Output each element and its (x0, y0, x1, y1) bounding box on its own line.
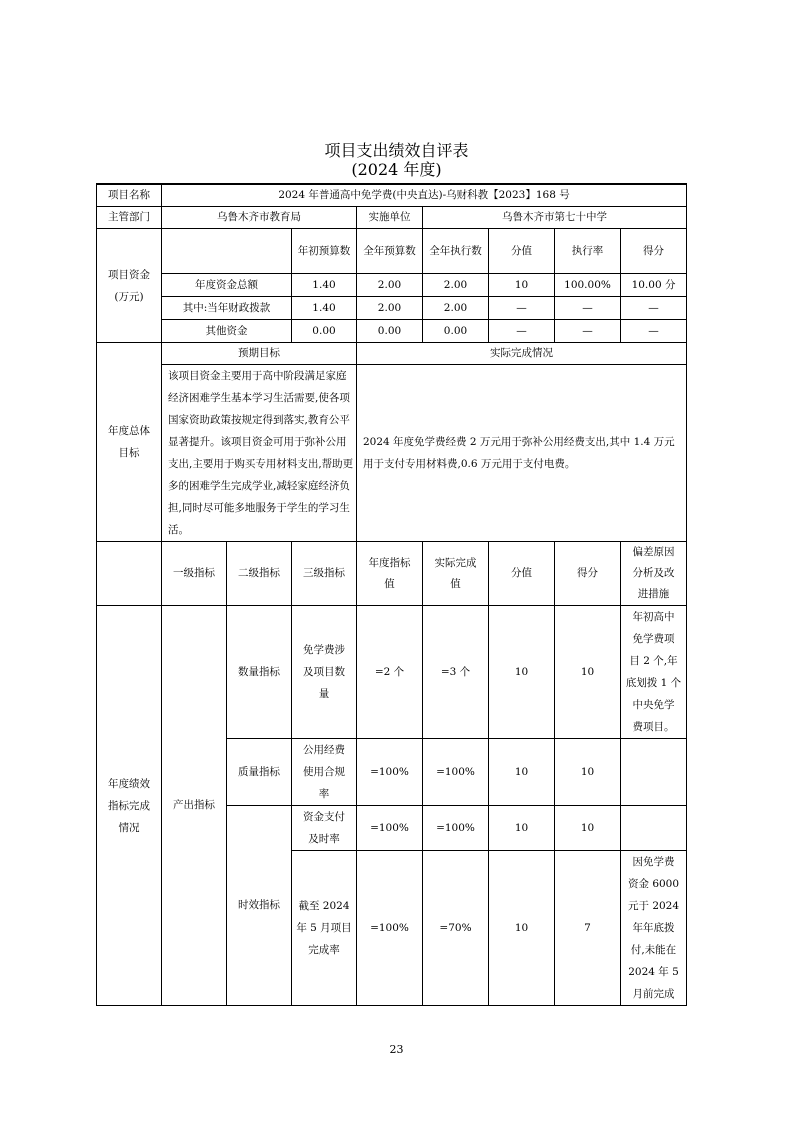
indicator-header-level3: 三级指标 (292, 542, 357, 606)
indicator-level2-quality: 质量指标 (227, 739, 292, 806)
funds-cell: 2.00 (357, 274, 423, 297)
indicator-header-level1: 一级指标 (162, 542, 227, 606)
indicator-name: 免学费涉 及项目数 量 (292, 606, 357, 739)
evaluation-table (96, 183, 687, 1006)
indicator-score: 10 (555, 806, 621, 851)
funds-cell: — (489, 320, 555, 343)
goals-header-row (97, 343, 687, 365)
goals-content-row (97, 365, 687, 542)
indicator-actual: =100% (423, 739, 489, 806)
indicator-note (621, 739, 687, 806)
funds-row-name: 年度资金总额 (162, 274, 292, 297)
unit-value: 乌鲁木齐市第七十中学 (423, 207, 687, 229)
page-title: 项目支出绩效自评表 (324, 141, 469, 160)
funds-cell: 0.00 (292, 320, 357, 343)
project-name-row (97, 184, 687, 207)
indicator-target: =100% (357, 806, 423, 851)
indicator-header-score: 得分 (555, 542, 621, 606)
dept-label: 主管部门 (97, 207, 162, 229)
funds-row-other (97, 320, 687, 343)
page-subtitle: (2024 年度) (351, 160, 442, 179)
indicator-note: 因免学费 资金 6000 元于 2024 年年底拨 付,未能在 2024 年 5 月前完成 (621, 851, 687, 1006)
indicator-actual: =100% (423, 806, 489, 851)
funds-row-fiscal (97, 297, 687, 320)
indicator-name: 截至 2024 年 5 月项目 完成率 (292, 851, 357, 1006)
project-name-label: 项目名称 (97, 184, 162, 207)
indicator-section-label: 年度绩效 指标完成 情况 (97, 606, 162, 1006)
indicator-target: =100% (357, 739, 423, 806)
indicator-score: 7 (555, 851, 621, 1006)
project-name-value: 2024 年普通高中免学费(中央直达)-乌财科教【2023】168 号 (162, 184, 687, 207)
indicator-score-value: 10 (489, 851, 555, 1006)
indicator-header-deviation: 偏差原因 分析及改 进措施 (621, 542, 687, 606)
funds-cell: — (555, 297, 621, 320)
indicator-name: 公用经费 使用合规 率 (292, 739, 357, 806)
funds-header-score: 得分 (621, 229, 687, 274)
dept-row (97, 207, 687, 229)
funds-label: 项目资金 (万元) (97, 229, 162, 343)
funds-cell: 1.40 (292, 297, 357, 320)
funds-cell: 2.00 (357, 297, 423, 320)
indicator-header-blank (97, 542, 162, 606)
funds-cell: — (621, 297, 687, 320)
goals-expected-header: 预期目标 (162, 343, 357, 365)
indicator-score-value: 10 (489, 806, 555, 851)
funds-header-executed: 全年执行数 (423, 229, 489, 274)
indicator-note: 年初高中 免学费项 目 2 个,年 底划拨 1 个 中央免学 费项目。 (621, 606, 687, 739)
indicator-header-level2: 二级指标 (227, 542, 292, 606)
funds-header-initial: 年初预算数 (292, 229, 357, 274)
goals-actual-text: 2024 年度免学费经费 2 万元用于弥补公用经费支出,其中 1.4 万元用于支付专用材料费,0.6 万元用于支付电费。 (357, 365, 687, 542)
funds-cell: 0.00 (423, 320, 489, 343)
funds-header-blank (162, 229, 292, 274)
indicator-name: 资金支付 及时率 (292, 806, 357, 851)
funds-row-name: 其他资金 (162, 320, 292, 343)
indicator-header-score-value: 分值 (489, 542, 555, 606)
indicator-level1: 产出指标 (162, 606, 227, 1006)
indicator-note (621, 806, 687, 851)
indicator-score-value: 10 (489, 606, 555, 739)
funds-cell: — (621, 320, 687, 343)
funds-cell: 2.00 (423, 297, 489, 320)
funds-row-total (97, 274, 687, 297)
indicator-actual: =70% (423, 851, 489, 1006)
indicator-row-quantity (97, 606, 687, 739)
indicator-actual: =3 个 (423, 606, 489, 739)
funds-cell: 0.00 (357, 320, 423, 343)
funds-header-annual: 全年预算数 (357, 229, 423, 274)
funds-cell: 100.00% (555, 274, 621, 297)
funds-row-name: 其中:当年财政拨款 (162, 297, 292, 320)
indicator-score: 10 (555, 606, 621, 739)
funds-cell: 1.40 (292, 274, 357, 297)
goals-actual-header: 实际完成情况 (357, 343, 687, 365)
indicator-target: =100% (357, 851, 423, 1006)
indicator-header-actual: 实际完成 值 (423, 542, 489, 606)
funds-header-rate: 执行率 (555, 229, 621, 274)
dept-value: 乌鲁木齐市教育局 (162, 207, 357, 229)
indicator-level2-quantity: 数量指标 (227, 606, 292, 739)
goals-label: 年度总体 目标 (97, 343, 162, 542)
indicator-level2-timeliness: 时效指标 (227, 806, 292, 1006)
funds-header-row (97, 229, 687, 274)
funds-cell: 10 (489, 274, 555, 297)
goals-expected-text: 该项目资金主要用于高中阶段满足家庭经济困难学生基本学习生活需要,使各项国家资助政策按规定得到落实,教育公平显著提升。该项目资金可用于弥补公用支出,主要用于购买专用材料支出,帮助更多的困难学生完成学业,减轻家庭经济负担,同时尽可能多地服务于学生的学习生活。 (162, 365, 357, 542)
funds-header-score-value: 分值 (489, 229, 555, 274)
indicator-target: =2 个 (357, 606, 423, 739)
page-number: 23 (389, 1043, 404, 1056)
indicator-header-target: 年度指标 值 (357, 542, 423, 606)
funds-cell: — (555, 320, 621, 343)
unit-label: 实施单位 (357, 207, 423, 229)
indicator-header-row (97, 542, 687, 606)
indicator-score-value: 10 (489, 739, 555, 806)
funds-cell: — (489, 297, 555, 320)
indicator-score: 10 (555, 739, 621, 806)
funds-cell: 2.00 (423, 274, 489, 297)
funds-cell: 10.00 分 (621, 274, 687, 297)
